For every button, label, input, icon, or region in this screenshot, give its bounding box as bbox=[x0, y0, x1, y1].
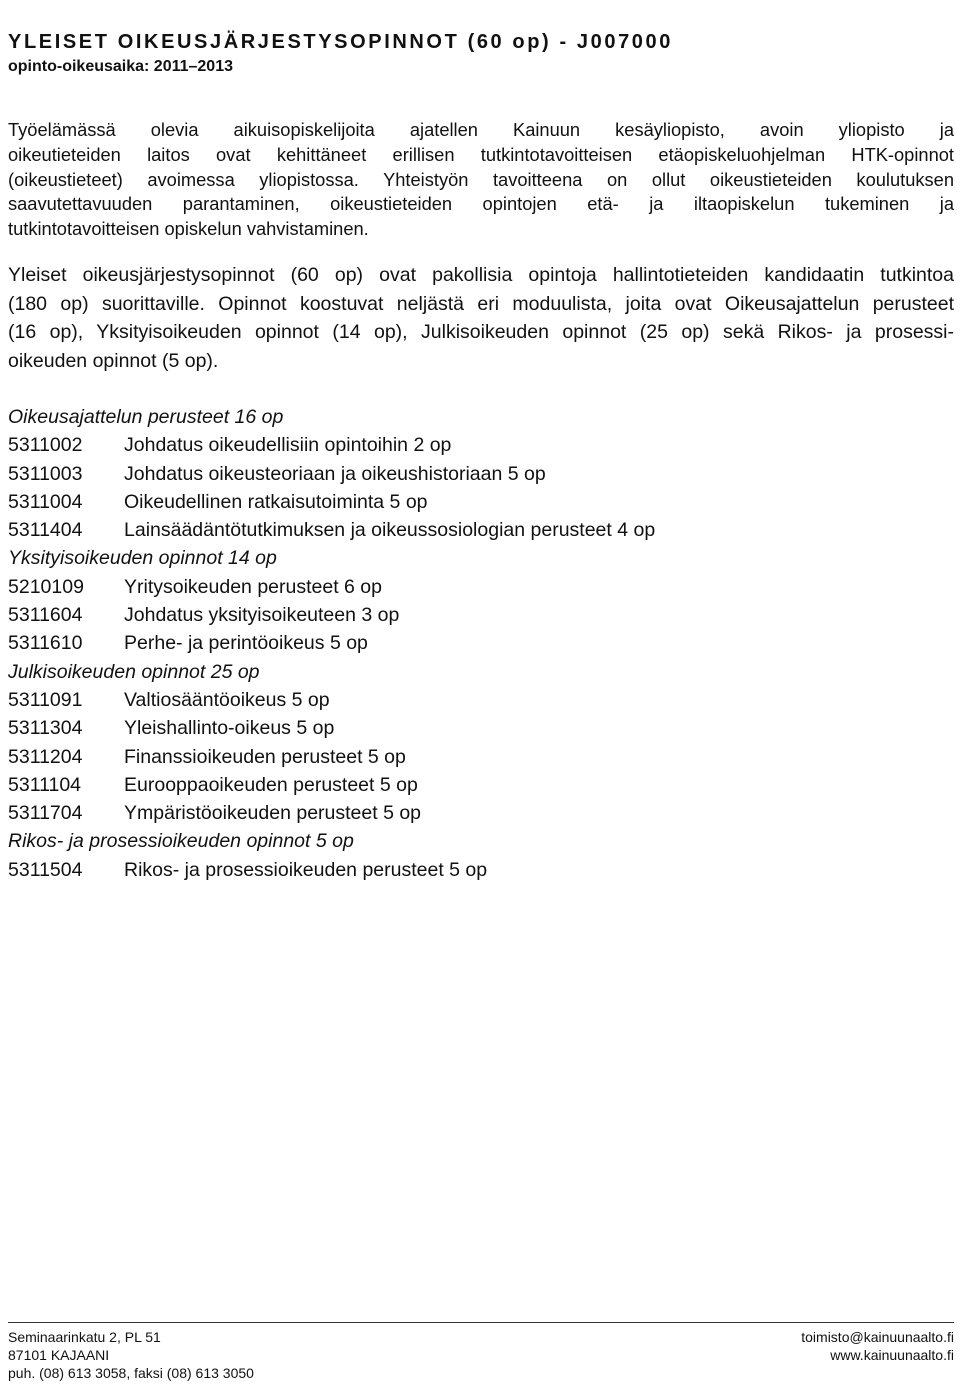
course-code: 5311504 bbox=[8, 858, 83, 881]
course-name: Yleishallinto-oikeus 5 op bbox=[124, 717, 335, 740]
intro-line: (oikeustieteet) avoimessa yliopistossa. Yhteistyön tavoitteena on ollut oikeustieteiden koulutuksen bbox=[8, 168, 954, 190]
course-code: 5311004 bbox=[8, 490, 83, 513]
course-row bbox=[8, 573, 954, 601]
course-row bbox=[8, 629, 954, 657]
course-code: 5311091 bbox=[8, 688, 83, 711]
course-row bbox=[8, 743, 954, 771]
course-code: 5311304 bbox=[8, 717, 83, 740]
intro-line: tutkintotavoitteisen opiskelun vahvistaminen. bbox=[8, 218, 369, 240]
course-name: Oikeudellinen ratkaisutoiminta 5 op bbox=[124, 490, 428, 513]
course-row bbox=[8, 601, 954, 629]
description-line: (16 op), Yksityisoikeuden opinnot (14 op), Julkisoikeuden opinnot (25 op) sekä Rikos- ja prosessi- bbox=[8, 321, 954, 344]
course-name: Johdatus yksityisoikeuteen 3 op bbox=[124, 604, 400, 627]
address-line: Seminaarinkatu 2, PL 51 bbox=[8, 1329, 161, 1345]
footer-address bbox=[8, 1328, 254, 1382]
module-title: Rikos- ja prosessioikeuden opinnot 5 op bbox=[8, 830, 354, 853]
description-paragraph bbox=[8, 261, 954, 375]
study-period: opinto-oikeusaika: 2011–2013 bbox=[8, 58, 233, 75]
course-code: 5311204 bbox=[8, 745, 83, 768]
course-name: Perhe- ja perintöoikeus 5 op bbox=[124, 632, 368, 655]
course-code: 5311404 bbox=[8, 519, 83, 542]
course-name: Rikos- ja prosessioikeuden perusteet 5 op bbox=[124, 858, 488, 881]
course-name: Johdatus oikeudellisiin opintoihin 2 op bbox=[124, 434, 452, 457]
footer-contact bbox=[801, 1328, 954, 1364]
course-list bbox=[8, 403, 954, 884]
course-code: 5311104 bbox=[8, 773, 82, 796]
phone-line: puh. (08) 613 3058, faksi (08) 613 3050 bbox=[8, 1365, 254, 1381]
course-code: 5311604 bbox=[8, 604, 83, 627]
intro-paragraph bbox=[8, 118, 954, 242]
course-name: Ympäristöoikeuden perusteet 5 op bbox=[124, 802, 422, 825]
course-name: Valtiosääntöoikeus 5 op bbox=[124, 688, 330, 711]
course-row bbox=[8, 856, 954, 884]
course-row bbox=[8, 516, 954, 544]
course-row bbox=[8, 460, 954, 488]
course-row bbox=[8, 686, 954, 714]
course-code: 5311003 bbox=[8, 462, 83, 485]
course-name: Eurooppaoikeuden perusteet 5 op bbox=[124, 773, 418, 796]
course-name: Lainsäädäntötutkimuksen ja oikeussosiologian perusteet 4 op bbox=[124, 519, 656, 542]
course-code: 5210109 bbox=[8, 575, 84, 598]
intro-line: saavutettavuuden parantaminen, oikeustieteiden opintojen etä- ja iltaopiskelun tukeminen ja bbox=[8, 193, 954, 215]
course-name: Finanssioikeuden perusteet 5 op bbox=[124, 745, 406, 768]
module-title: Yksityisoikeuden opinnot 14 op bbox=[8, 547, 277, 570]
description-line: Yleiset oikeusjärjestysopinnot (60 op) ovat pakollisia opintoja hallintotieteiden kandidaatin tutkintoa bbox=[8, 264, 954, 286]
course-code: 5311704 bbox=[8, 802, 83, 825]
postal-line: 87101 KAJAANI bbox=[8, 1347, 110, 1363]
course-name: Yritysoikeuden perusteet 6 op bbox=[124, 575, 382, 598]
email-link[interactable]: toimisto@kainuunaalto.fi bbox=[801, 1329, 954, 1345]
intro-line: oikeutieteiden laitos ovat kehittäneet erillisen tutkintotavoitteisen etäopiskeluohjelman HTK-opinnot bbox=[8, 143, 954, 165]
module-title: Julkisoikeuden opinnot 25 op bbox=[8, 660, 260, 683]
course-row bbox=[8, 431, 954, 459]
description-line: oikeuden opinnot (5 op). bbox=[8, 349, 219, 372]
course-row bbox=[8, 488, 954, 516]
description-line: (180 op) suorittaville. Opinnot koostuvat neljästä eri moduulista, joita ovat Oikeusajattelun perusteet bbox=[8, 292, 954, 315]
course-row bbox=[8, 799, 954, 827]
module-title: Oikeusajattelun perusteet 16 op bbox=[8, 406, 284, 428]
course-name: Johdatus oikeusteoriaan ja oikeushistoriaan 5 op bbox=[124, 462, 546, 485]
intro-line: Työelämässä olevia aikuisopiskelijoita ajatellen Kainuun kesäyliopisto, avoin yliopisto ja bbox=[8, 119, 954, 140]
website-link[interactable]: www.kainuunaalto.fi bbox=[830, 1347, 954, 1363]
course-row bbox=[8, 714, 954, 742]
footer-divider bbox=[8, 1322, 954, 1323]
course-code: 5311002 bbox=[8, 434, 83, 457]
course-code: 5311610 bbox=[8, 632, 83, 655]
course-row bbox=[8, 771, 954, 799]
page-title: YLEISET OIKEUSJÄRJESTYSOPINNOT (60 op) - J007000 bbox=[8, 31, 673, 53]
